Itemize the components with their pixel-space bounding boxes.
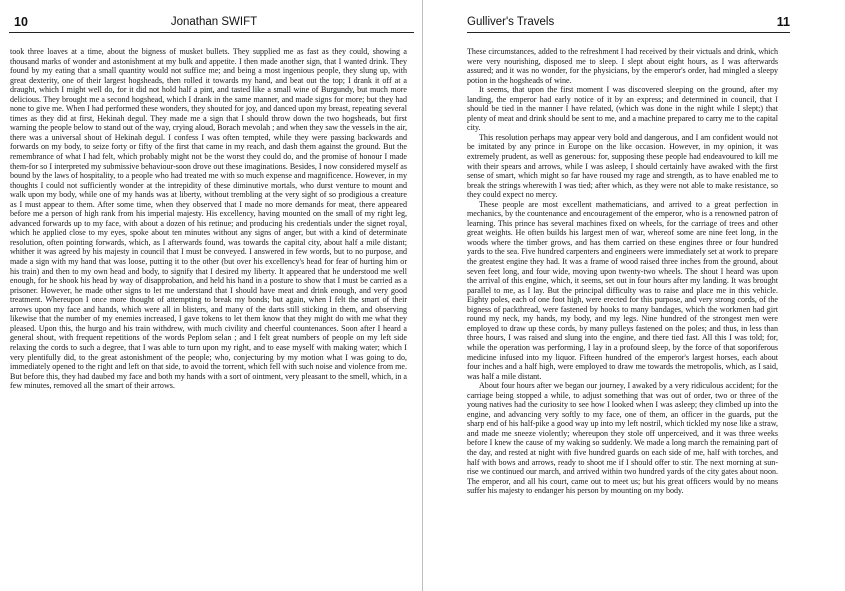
right-running-head bbox=[467, 12, 790, 32]
right-paragraph: These circumstances, added to the refreshment I had received by their victuals and drink, which were very nourishing, disposed me to sleep. I slept about eight hours, as I was afterwards assured; and it was no wonder, for the physicians, by the emperor's order, had mingled a sleepy potion in the hogsheads of wine. bbox=[467, 47, 778, 85]
left-paragraph: took three loaves at a time, about the bigness of musket bullets. They supplied me as fast as they could, showing a thousand marks of wonder and astonishment at my bulk and appetite. I then made another sign, that I wanted drink. They found by my eating that a small quantity would not suffice me; and being a most ingenious people, they slung up, with great dexterity, one of their largest hogsheads, then rolled it towards my hand, and beat out the top; I drank it off at a draught, which I might well do, for it did not hold half a pint, and tasted like a small wine of Burgundy, but much more delicious. They brought me a second hogshead, which I drank in the same manner, and made signs for more; but they had none to give me. When I had performed these wonders, they shouted for joy, and danced upon my breast, repeating several times as they did at first, Hekinah degul. They made me a sign that I should throw down the two hogsheads, but first warning the people below to stand out of the way, crying aloud, Borach mevolah ; and when they saw the vessels in the air, there was a universal shout of Hekinah degul. I confess I was often tempted, while they were passing backwards and forwards on my body, to seize forty or fifty of the first that came in my reach, and dash them against the ground. But the remembrance of what I had felt, which probably might not be the worst they could do, and the promise of honour I made them-for so I interpreted my submissive behaviour-soon drove out these imaginations. Besides, I now considered myself as bound by the laws of hospitality, to a people who had treated me with so much expense and magnificence. However, in my thoughts I could not sufficiently wonder at the intrepidity of these diminutive mortals, who durst venture to mount and walk upon my body, while one of my hands was at liberty, without trembling at the very sight of so prodigious a creature as I must appear to them. After some time, when they observed that I made no more demands for meat, there appeared before me a person of high rank from his imperial majesty. His excellency, having mounted on the small of my right leg, advanced forwards up to my face, with about a dozen of his retinue; and producing his credentials under the signet royal, which he applied close to my eyes, spoke about ten minutes without any signs of anger, but with a kind of determinate resolution, often pointing forwards, which, as I afterwards found, was towards the capital city, about half a mile distant; whither it was agreed by his majesty in council that I must be conveyed. I answered in few words, but to no purpose, and made a sign with my hand that was loose, putting it to the other (but over his excellency's head for fear of hurting him or his train) and then to my own head and body, to signify that I desired my liberty. It appeared that he understood me well enough, for he shook his head by way of disapprobation, and held his hand in a posture to show that I must be carried as a prisoner. However, he made other signs to let me understand that I should have meat and drink enough, and very good treatment. Whereupon I once more thought of attempting to break my bonds; but again, when I felt the smart of their arrows upon my face and hands, which were all in blisters, and many of the darts still sticking in them, and observing likewise that the number of my enemies increased, I gave tokens to let them know that they might do with me what they pleased. Upon this, the hurgo and his train withdrew, with much civility and cheerful countenances. Soon after I heard a general shout, with frequent repetitions of the words Peplom selan ; and I felt great numbers of people on my left side relaxing the cords to such a degree, that I was able to turn upon my right, and to ease myself with making water; which I very plentifully did, to the great astonishment of the people; who, conjecturing by my motion what I was going to do, immediately opened to the right and left on that side, to avoid the torrent, which fell with such noise and violence from me. But before this, they had daubed my face and both my hands with a sort of ointment, very pleasant to the smell, which, in a few minutes, removed all the smart of their arrows. bbox=[10, 47, 407, 391]
left-running-title: Jonathan SWIFT bbox=[170, 16, 258, 28]
right-paragraph: This resolution perhaps may appear very bold and dangerous, and I am confident would not be imitated by any prince in Europe on the like occasion. However, in my opinion, it was extremely prudent, as well as generous: for, supposing these people had endeavoured to kill me with their spears and arrows, while I was asleep, I should certainly have awaked with the first sense of smart, which might so far have roused my rage and strength, as to have enabled me to break the strings wherewith I was tied; after which, as they were not able to make resistance, so they could expect no mercy. bbox=[467, 132, 778, 200]
right-paragraph: These people are most excellent mathematicians, and arrived to a great perfection in mechanics, by the countenance and encouragement of the emperor, who is a renowned patron of learning. This prince has several machines fixed on wheels, for the carriage of trees and other great weights. He often builds his largest men of war, whereof some are nine feet long, in the woods where the timber grows, and has them carried on these engines three or four hundred yards to the sea. Five hundred carpenters and engineers were immediately set at work to prepare the greatest engine they had. It was a frame of wood raised three inches from the ground, about seven feet long, and four wide, moving upon twenty-two wheels. The shout I heard was upon the arrival of this engine, which, it seems, set out in four hours after my landing. It was brought parallel to me, as I lay. But the principal difficulty was to raise and place me in this vehicle. Eighty poles, each of one foot high, were erected for this purpose, and very strong cords, of the bigness of packthread, were fastened by hooks to many bandages, which the workmen had girt round my neck, my hands, my body, and my legs. Nine hundred of the strongest men were employed to draw up these cords, by many pulleys fastened on the poles; and thus, in less than three hours, I was raised and slung into the engine, and there tied fast. All this I was told; for, while the operation was performing, I lay in a profound sleep, by the force of that soporiferous medicine infused into my liquor. Fifteen hundred of the emperor's largest horses, each about four inches and a half high, were employed to draw me towards the metropolis, which, as I said, was half a mile distant. bbox=[467, 199, 778, 381]
left-header-rule bbox=[9, 32, 414, 33]
left-body-text bbox=[10, 47, 407, 391]
left-running-head bbox=[14, 12, 414, 32]
left-page-number: 10 bbox=[14, 15, 28, 29]
right-body-text bbox=[467, 47, 778, 496]
right-header-rule bbox=[467, 32, 790, 33]
right-page bbox=[423, 0, 845, 591]
right-paragraph: About four hours after we began our journey, I awaked by a very ridiculous accident; for the carriage being stopped a while, to adjust something that was out of order, two or three of the young natives had the curiosity to see how I looked when I was asleep; they climbed up into the engine, and advancing very softly to my face, one of them, an officer in the guards, put the sharp end of his half-pike a good way up into my left nostril, which tickled my nose like a straw, and made me sneeze violently; whereupon they stole off unperceived, and it was three weeks before I knew the cause of my waking so suddenly. We made a long march the remaining part of the day, and rested at night with five hundred guards on each side of me, half with torches, and half with bows and arrows, ready to shoot me if I should offer to stir. The next morning at sun-rise we continued our march, and arrived within two hundred yards of the city gates about noon. The emperor, and all his court, came out to meet us; but his great officers would by no means suffer his majesty to endanger his person by mounting on my body. bbox=[467, 381, 778, 496]
right-paragraph: It seems, that upon the first moment I was discovered sleeping on the ground, after my landing, the emperor had early notice of it by an express; and determined in council, that I should be tied in the manner I have related, (which was done in the night while I slept;) that plenty of meat and drink should be sent to me, and a machine prepared to carry me to the capital city. bbox=[467, 85, 778, 133]
right-page-number: 11 bbox=[776, 15, 790, 29]
right-running-title: Gulliver's Travels bbox=[467, 16, 555, 28]
